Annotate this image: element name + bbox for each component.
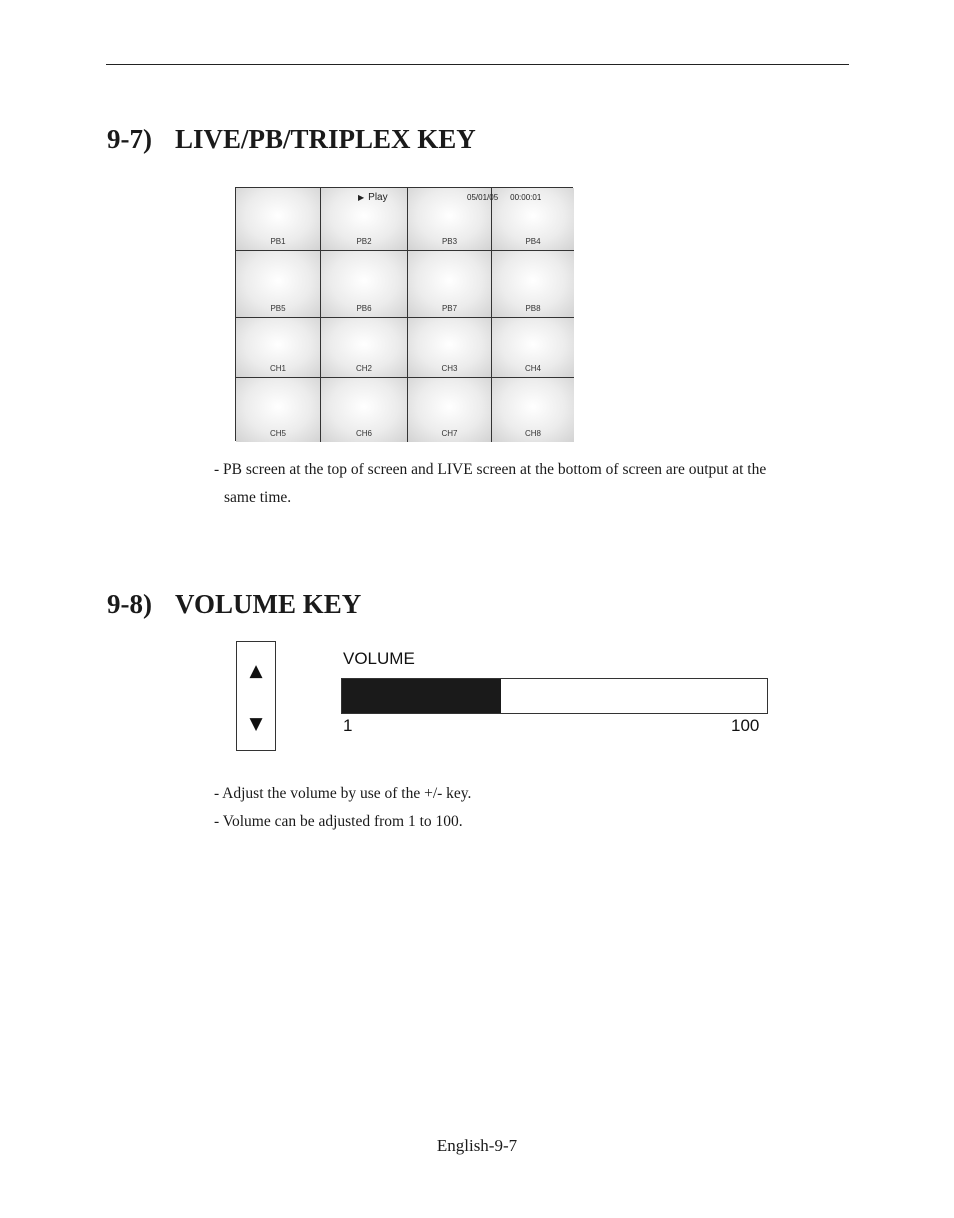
screen-cell-label: CH3 [441,364,458,373]
triplex-note-line1: - PB screen at the top of screen and LIVE screen at the bottom of screen are output at the [214,461,767,478]
playback-datetime [467,193,541,202]
screen-cell-label: CH7 [441,429,458,438]
volume-bar[interactable] [341,678,768,714]
triplex-note [214,456,834,512]
screen-cell-pb1 [236,188,321,251]
screen-cell-label: CH4 [524,364,541,373]
screen-cell-label: PB4 [525,237,541,246]
screen-cell-ch7 [408,378,492,442]
screen-cell-label: PB3 [441,237,458,246]
page-footer: English-9-7 [436,1136,518,1155]
screen-cell-label: PB5 [270,304,286,313]
header-rule [106,64,849,65]
screen-cell-ch4 [492,318,574,378]
play-icon: ▶ [358,193,365,202]
screen-cell-ch5 [236,378,321,442]
screen-cell-ch6 [321,378,408,442]
screen-cell-label: PB7 [441,304,458,313]
volume-down-icon[interactable]: ▼ [249,714,263,734]
screen-cell-pb7 [408,251,492,318]
screen-cell-ch8 [492,378,574,442]
volume-note-range: - Volume can be adjusted from 1 to 100. [214,813,463,830]
section-number: 9-8) [107,589,152,619]
volume-up-icon[interactable]: ▲ [249,661,263,681]
screen-cell-label: PB1 [270,237,286,246]
screen-cell-label: PB8 [525,304,541,313]
screen-cell-label: CH1 [269,364,286,373]
section-title: LIVE/PB/TRIPLEX KEY [175,124,476,154]
volume-label: VOLUME [343,649,415,668]
screen-cell-ch1 [236,318,321,378]
screen-cell-label: CH6 [355,429,372,438]
volume-key-panel [236,641,276,751]
section-title: VOLUME KEY [175,589,362,619]
screen-cell-label: PB6 [356,304,372,313]
screen-cell-ch2 [321,318,408,378]
volume-note-adjust: - Adjust the volume by use of the +/- key. [214,785,472,802]
section-heading-live-pb-triplex [107,124,476,155]
screen-cell-pb8 [492,251,574,318]
triplex-note-line2: same time. [224,489,292,506]
screen-cell-pb6 [321,251,408,318]
volume-max-label: 100 [731,716,760,735]
volume-min-label: 1 [343,716,353,735]
section-number: 9-7) [107,124,152,154]
playback-date: 05/01/05 [467,193,499,202]
screen-cell-label: CH8 [524,429,541,438]
play-status [358,192,388,203]
volume-level-fill [342,679,501,713]
screen-cell-label: PB2 [356,237,372,246]
section-heading-volume-key [107,589,361,620]
playback-time: 00:00:01 [510,193,542,202]
screen-cell-label: CH2 [355,364,372,373]
screen-cell-label: CH5 [269,429,286,438]
screen-cell-pb5 [236,251,321,318]
play-label: Play [368,192,388,203]
triplex-screen-grid [235,187,573,441]
screen-cell-ch3 [408,318,492,378]
